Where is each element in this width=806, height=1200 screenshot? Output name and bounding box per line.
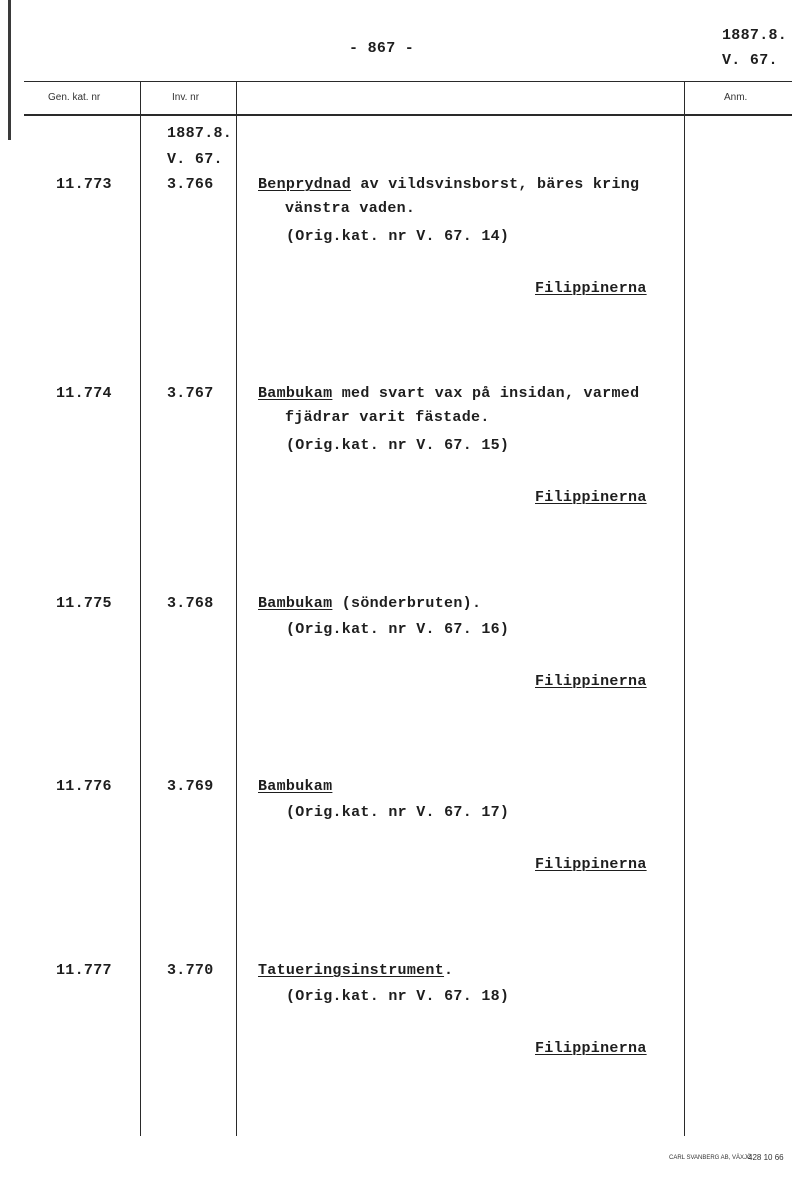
inv-number: 3.766 [167, 176, 214, 193]
entry-title: Bambukam [258, 595, 333, 612]
original-catalog-reference: (Orig.kat. nr V. 67. 18) [286, 988, 510, 1005]
column-header-gen-kat-nr: Gen. kat. nr [48, 92, 101, 103]
entry-description-line-2: vänstra vaden. [285, 200, 416, 217]
column-header-inv-nr: Inv. nr [172, 92, 200, 103]
inv-number: 3.770 [167, 962, 214, 979]
gen-kat-number: 11.773 [56, 176, 112, 193]
form-code: 428 10 66 [748, 1153, 784, 1162]
entry-title: Bambukam [258, 385, 333, 402]
column-divider-2 [236, 81, 237, 1136]
entry-description-line-1 [258, 385, 639, 402]
page-reference-year: 1887.8. [722, 27, 788, 44]
inv-number: 3.767 [167, 385, 214, 402]
provenance-place: Filippinerna [535, 673, 647, 690]
original-catalog-reference: (Orig.kat. nr V. 67. 15) [286, 437, 510, 454]
column-header-anm: Anm. [724, 92, 748, 103]
entry-description-rest: av vildsvinsborst, bäres kring [351, 176, 640, 193]
entry-description-line-1 [258, 595, 481, 612]
entry-description-rest: . [444, 962, 454, 979]
entry-description-rest: med svart vax på insidan, varmed [332, 385, 640, 402]
binding-margin-line [8, 0, 11, 140]
provenance-place: Filippinerna [535, 280, 647, 297]
gen-kat-number: 11.777 [56, 962, 112, 979]
column-divider-3 [684, 81, 685, 1136]
entry-title: Bambukam [258, 778, 333, 795]
provenance-place: Filippinerna [535, 1040, 647, 1057]
original-catalog-reference: (Orig.kat. nr V. 67. 17) [286, 804, 510, 821]
original-catalog-reference: (Orig.kat. nr V. 67. 16) [286, 621, 510, 638]
entry-description-line-1 [258, 962, 453, 979]
page-reference-volume: V. 67. [722, 52, 778, 69]
provenance-place: Filippinerna [535, 856, 647, 873]
page-number: - 867 - [349, 40, 415, 57]
entry-title: Benprydnad [258, 176, 352, 193]
gen-kat-number: 11.774 [56, 385, 112, 402]
original-catalog-reference: (Orig.kat. nr V. 67. 14) [286, 228, 510, 245]
provenance-place: Filippinerna [535, 489, 647, 506]
column-divider-1 [140, 81, 141, 1136]
inv-number: 3.769 [167, 778, 214, 795]
inv-header-year: 1887.8. [167, 125, 233, 142]
gen-kat-number: 11.776 [56, 778, 112, 795]
entry-title: Tatueringsinstrument [258, 962, 445, 979]
inv-header-volume: V. 67. [167, 151, 223, 168]
gen-kat-number: 11.775 [56, 595, 112, 612]
entry-description-rest: (sönderbruten). [332, 595, 482, 612]
entry-description-line-1 [258, 176, 639, 193]
entry-description-line-2: fjädrar varit fästade. [285, 409, 490, 426]
entry-description-line-1 [258, 778, 332, 795]
inv-number: 3.768 [167, 595, 214, 612]
printer-imprint: CARL SVANBERG AB, VÄXJÖ [669, 1155, 752, 1161]
